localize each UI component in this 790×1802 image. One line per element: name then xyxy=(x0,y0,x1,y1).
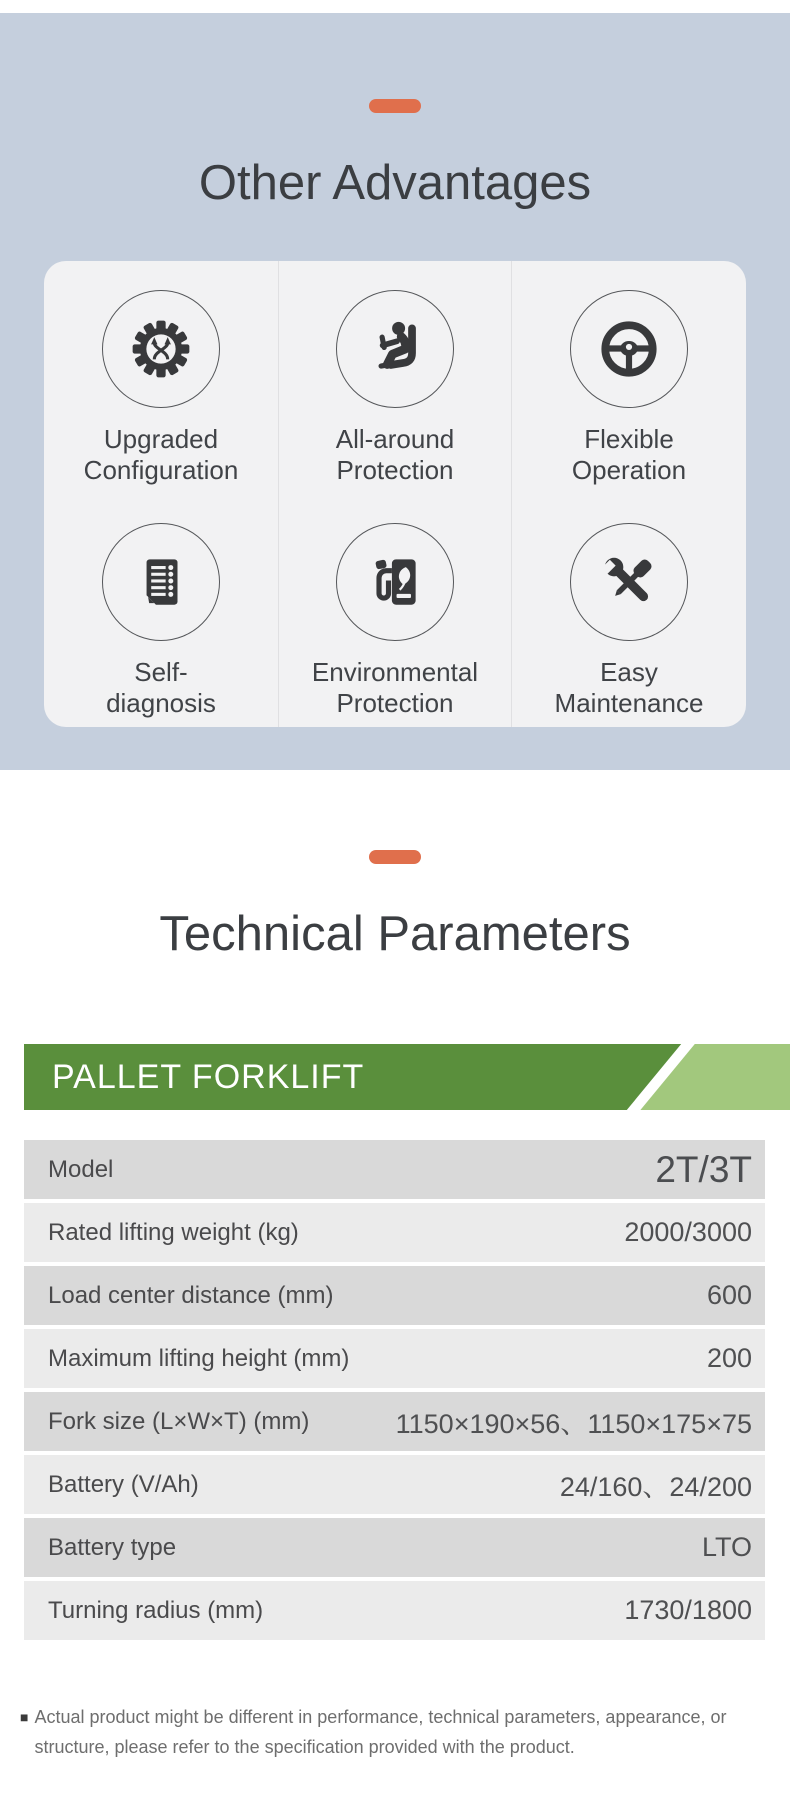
advantage-label: Easy xyxy=(600,657,658,687)
advantage-easy-maintenance xyxy=(512,494,746,727)
other-advantages-title: Other Advantages xyxy=(198,156,592,210)
advantage-label: Environmental xyxy=(311,657,479,687)
section-accent-dash xyxy=(369,850,421,864)
banner-title: PALLET FORKLIFT xyxy=(52,1057,365,1096)
spec-label: Fork size (L×W×T) (mm) xyxy=(48,1407,310,1435)
advantage-label: diagnosis xyxy=(106,688,216,718)
advantage-label: Upgraded xyxy=(103,424,219,454)
spec-row-load-center-distance xyxy=(24,1266,765,1325)
advantage-upgraded-configuration xyxy=(44,261,278,494)
advantage-label: Protection xyxy=(336,455,454,485)
spec-row-turning-radius xyxy=(24,1581,765,1640)
spec-value: 2000/3000 xyxy=(624,1217,752,1247)
steering-wheel-icon xyxy=(596,316,662,382)
spec-label: Model xyxy=(48,1155,114,1183)
technical-parameters-section xyxy=(0,770,790,1762)
advantage-label: Self- xyxy=(134,657,188,687)
advantage-label: Configuration xyxy=(83,455,239,485)
spec-row-model xyxy=(24,1140,765,1199)
wrench-screwdriver-icon xyxy=(596,549,662,615)
square-bullet-icon: ■ xyxy=(20,1709,29,1725)
advantage-all-around-protection xyxy=(278,261,512,494)
spec-value: 200 xyxy=(706,1343,752,1373)
advantage-label: Operation xyxy=(571,455,687,485)
spec-row-battery-type xyxy=(24,1518,765,1577)
disclaimer-text: Actual product might be different in performance, technical parameters, appearance, or structure, please refer to the specification provided with the product. xyxy=(34,1707,727,1757)
pallet-forklift-banner xyxy=(24,1044,790,1110)
diagnosis-document-icon xyxy=(128,549,194,615)
advantage-label: Maintenance xyxy=(554,688,704,718)
spec-label: Load center distance (mm) xyxy=(48,1281,334,1309)
spec-value: 1730/1800 xyxy=(624,1595,752,1625)
spec-label: Battery type xyxy=(48,1533,177,1561)
spec-value: 24/160、24/200 xyxy=(559,1472,752,1502)
fuel-pump-leaf-icon xyxy=(362,549,428,615)
advantage-label: All-around xyxy=(335,424,455,454)
advantage-label: Flexible xyxy=(584,424,674,454)
advantage-self-diagnosis xyxy=(44,494,278,727)
spec-label: Maximum lifting height (mm) xyxy=(48,1344,350,1372)
spec-label: Battery (V/Ah) xyxy=(48,1470,199,1498)
spec-label: Turning radius (mm) xyxy=(48,1596,264,1624)
spec-row-battery xyxy=(24,1455,765,1514)
spec-value: 1150×190×56、1150×175×75 xyxy=(395,1409,752,1439)
spec-row-maximum-lifting-height xyxy=(24,1329,765,1388)
other-advantages-section xyxy=(0,13,790,770)
gear-shuffle-icon xyxy=(128,316,194,382)
spec-value: LTO xyxy=(701,1532,752,1562)
spec-value: 600 xyxy=(706,1280,752,1310)
advantages-card xyxy=(44,261,746,727)
spec-table xyxy=(24,1140,765,1640)
disclaimer xyxy=(20,1702,756,1762)
technical-parameters-title: Technical Parameters xyxy=(159,907,631,961)
spec-value: 2T/3T xyxy=(655,1148,752,1190)
advantage-environmental-protection xyxy=(278,494,512,727)
advantage-label: Protection xyxy=(336,688,454,718)
spec-label: Rated lifting weight (kg) xyxy=(48,1218,299,1246)
spec-row-rated-lifting-weight xyxy=(24,1203,765,1262)
operator-seat-icon xyxy=(362,316,428,382)
spec-row-fork-size xyxy=(24,1392,765,1451)
advantage-flexible-operation xyxy=(512,261,746,494)
section-accent-dash xyxy=(369,99,421,113)
